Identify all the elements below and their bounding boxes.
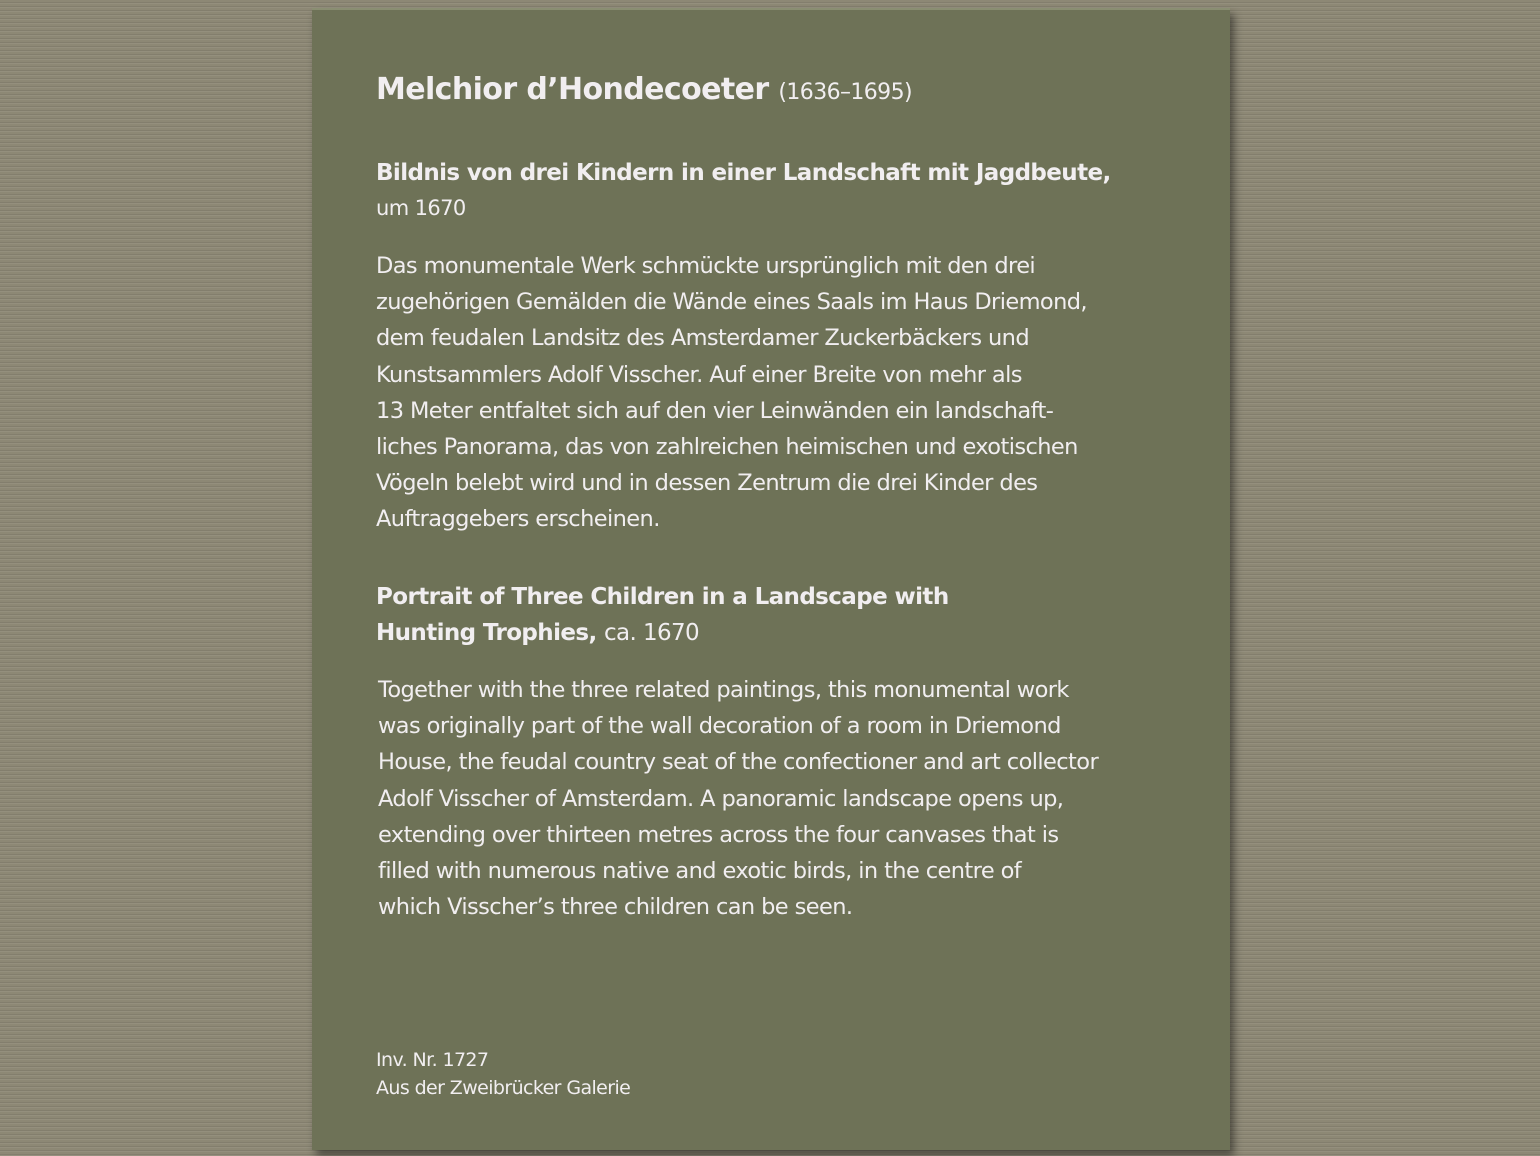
text-line: Together with the three related paintings, this monumental work [378,677,1069,703]
english-date: ca. 1670 [604,620,700,646]
text-line: filled with numerous native and exotic birds, in the centre of [378,858,1022,885]
text-line: Adolf Visscher of Amsterdam. A panoramic landscape opens up, [378,785,1064,812]
german-text [376,248,1087,538]
text-line: Kunstsammlers Adolf Visscher. Auf einer Breite von mehr als [376,361,1022,388]
label-footer [376,1046,630,1102]
text-line: was originally part of the wall decoration of a room in Driemond [378,713,1061,740]
artist-name: Melchior d’Hondecoeter [376,72,769,107]
museum-label-plaque [312,8,1230,1150]
english-title-end: Hunting Trophies, [376,620,597,646]
german-title: Bildnis von drei Kindern in einer Landschaft mit Jagdbeute, [376,160,1111,186]
provenance: Aus der Zweibrücker Galerie [376,1077,631,1099]
english-text [378,672,1098,925]
english-title-line2 [376,620,699,646]
english-title-line1: Portrait of Three Children in a Landscape with [376,584,949,610]
artist-dates: (1636–1695) [778,80,912,105]
inventory-number: Inv. Nr. 1727 [376,1049,489,1071]
text-line: dem feudalen Landsitz des Amsterdamer Zuckerbäckers und [376,325,1030,352]
text-line: Auftraggebers erscheinen. [376,506,660,533]
text-line: 13 Meter entfaltet sich auf den vier Leinwänden ein landschaft- [376,397,1054,424]
german-date: um 1670 [376,196,466,220]
text-line: Das monumentale Werk schmückte ursprünglich mit den drei [376,253,1036,279]
text-line: which Visscher’s three children can be seen. [378,894,853,921]
text-line: House, the feudal country seat of the confectioner and art collector [378,749,1099,776]
text-line: Vögeln belebt wird und in dessen Zentrum die drei Kinder des [376,470,1038,497]
text-line: extending over thirteen metres across the four canvases that is [378,821,1059,848]
artist-heading [376,72,912,107]
text-line: zugehörigen Gemälden die Wände eines Saals im Haus Driemond, [376,289,1087,316]
text-line: liches Panorama, das von zahlreichen heimischen und exotischen [376,434,1078,461]
